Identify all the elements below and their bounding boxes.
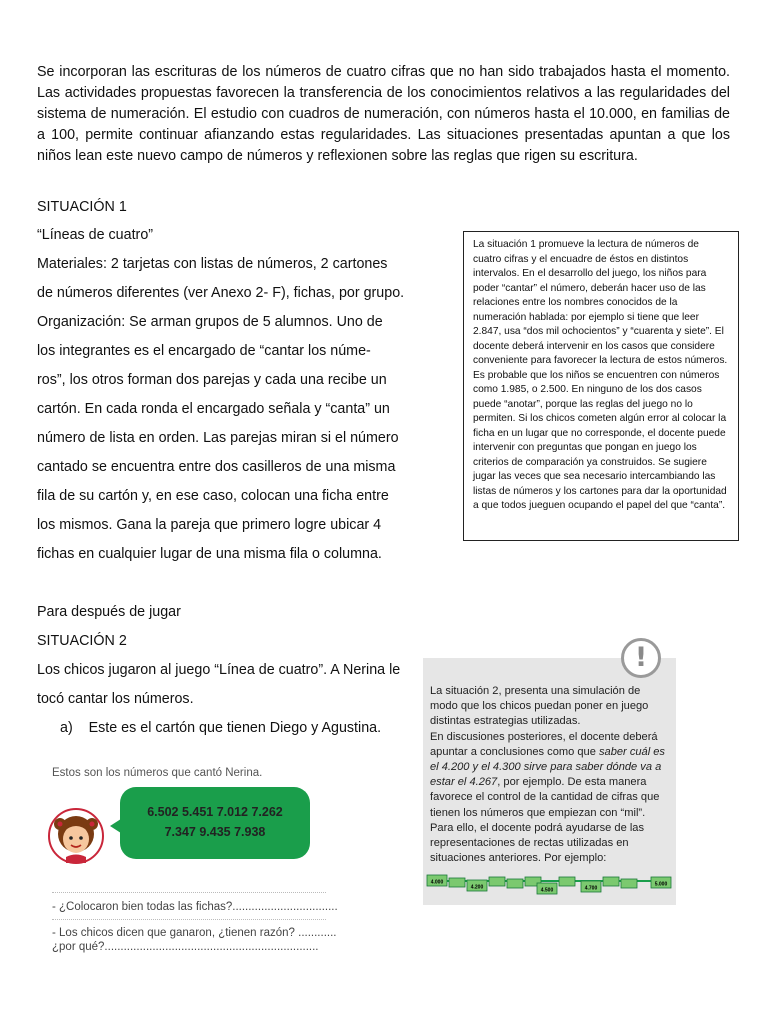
card-caption: Estos son los números que cantó Nerina. (52, 767, 263, 779)
question-2: - Los chicos dicen que ganaron, ¿tienen razón? ............ (52, 927, 337, 939)
situation2-line: tocó cantar los números. (37, 691, 194, 707)
situation1-line: cantado se encuentra entre dos casilleros de una misma (37, 459, 396, 475)
note2-text: En discusiones posteriores, el docente deberá apuntar a conclusiones como que (430, 730, 658, 758)
note2-paragraph (430, 730, 669, 867)
situation1-line: de números diferentes (ver Anexo 2- F), fichas, por grupo. (37, 285, 405, 301)
situation1-line: los mismos. Gana la pareja que primero logre ubicar 4 (37, 517, 382, 533)
situation1-line: los integrantes es el encargado de “cantar los núme- (37, 343, 371, 359)
note2-text: , por ejemplo. De esta manera favorece el control de la cantidad de cifras que tienen los números que empiezan con “mil”. Para ello, el docente podrá ayudarse de las representaciones de rectas utilizadas en situaciones anteriores. Por ejemplo: (430, 776, 660, 865)
question-1: - ¿Colocaron bien todas las fichas?................................. (52, 901, 338, 913)
numbers-speech-bubble (120, 787, 310, 859)
situation2-item-a: a) Este es el cartón que tienen Diego y Agustina. (60, 720, 382, 736)
situation1-line: fila de su cartón y, en ese caso, colocan una ficha entre (37, 488, 389, 504)
intro-paragraph: Se incorporan las escrituras de los números de cuatro cifras que no han sido trabajados hasta el momento. Las actividades propuestas favorecen la transferencia de los conocimientos relativos a las regularidades del sistema de numeración. El estudio con cuadros de numeración, con números hasta el 10.000, en familias de a 100, permite continuar afianzando estas regularidades. Las situaciones presentadas apuntan a que los niños lean este nuevo campo de números y reflexionen sobre las reglas que rigen su escritura. (37, 64, 730, 164)
situation1-line: número de lista en orden. Las parejas miran si el número (37, 430, 399, 446)
number-line-diagram (425, 868, 673, 898)
situation1-line: Organización: Se arman grupos de 5 alumnos. Uno de (37, 314, 383, 330)
situation1-line: fichas en cualquier lugar de una misma fila o columna. (37, 546, 382, 562)
situation2-heading: SITUACIÓN 2 (37, 633, 127, 649)
situation1-line: Materiales: 2 tarjetas con listas de números, 2 cartones (37, 256, 388, 272)
question-2-continuation: ¿por qué?................................................................... (52, 941, 319, 953)
number-line-label: 4.700 (584, 885, 598, 892)
number-line-label: 4.200 (470, 884, 484, 891)
teacher-note-text: La situación 1 promueve la lectura de números de cuatro cifras y el encuadre de éstos en distintos intervalos. En el desarrollo del juego, los niños para poder “cantar” el número, deberán hacer uso de las relaciones entre los nombres conocidos de la numeración hablada: por ejemplo si tiene que leer 2.847, usa “dos mil ochocientos” y “cuarenta y siete”. El docente deberá intervenir en los casos que considere conveniente para favorecer la lectura de estos números. Es probable que los niños se encuentren con números como 1.985, o 2.500. En ninguno de los dos casos puede “anotar”, porque las reglas del juego no lo permiten. Si los chicos cometen algún error al colocar la ficha en un lugar que no corresponde, el docente puede intervenir con preguntas que pongan en juego los criterios de comparación ya construidos. Se sugiere jugar las veces que sea necesario intercambiando las listas de números y los cartones para dar la oportunidad a que todos jueguen ocupando el papel del que “canta”. (473, 239, 728, 511)
situation1-line: cartón. En cada ronda el encargado señala y “canta” un (37, 401, 390, 417)
after-play-heading: Para después de jugar (37, 604, 181, 620)
number-line-box (621, 879, 637, 888)
number-line-box (449, 878, 465, 887)
warning-glyph: ! (634, 642, 648, 673)
situation1-heading: SITUACIÓN 1 (37, 199, 127, 215)
number-line-label: 4.000 (430, 879, 444, 886)
situation1-line: ros”, los otros forman dos parejas y cada una recibe un (37, 372, 387, 388)
number-line-label: 5.000 (654, 881, 668, 888)
number-line-label: 4.500 (540, 887, 554, 894)
note2-paragraph: La situación 2, presenta una simulación de modo que los chicos puedan poner en juego distintas estrategias utilizadas. (430, 685, 649, 728)
called-numbers-row: 6.502 5.451 7.012 7.262 (147, 805, 283, 819)
note2-italic-text: saber cuál es el 4.200 y el 4.300 sirve para saber dónde va a estar el 4.267 (430, 745, 665, 789)
number-line-box (603, 877, 619, 886)
called-numbers-row: 7.347 9.435 7.938 (164, 825, 266, 839)
warning-icon (621, 638, 661, 678)
number-line-box (559, 877, 575, 886)
teacher-note-situation1 (463, 231, 739, 541)
number-line-box (507, 879, 523, 888)
girl-avatar-icon (48, 808, 104, 864)
number-line-box (489, 877, 505, 886)
divider (52, 919, 326, 920)
game-card-illustration (38, 760, 338, 956)
divider (52, 892, 326, 893)
situation1-line: “Líneas de cuatro” (37, 227, 154, 243)
situation2-line: Los chicos jugaron al juego “Línea de cuatro”. A Nerina le (37, 662, 401, 678)
